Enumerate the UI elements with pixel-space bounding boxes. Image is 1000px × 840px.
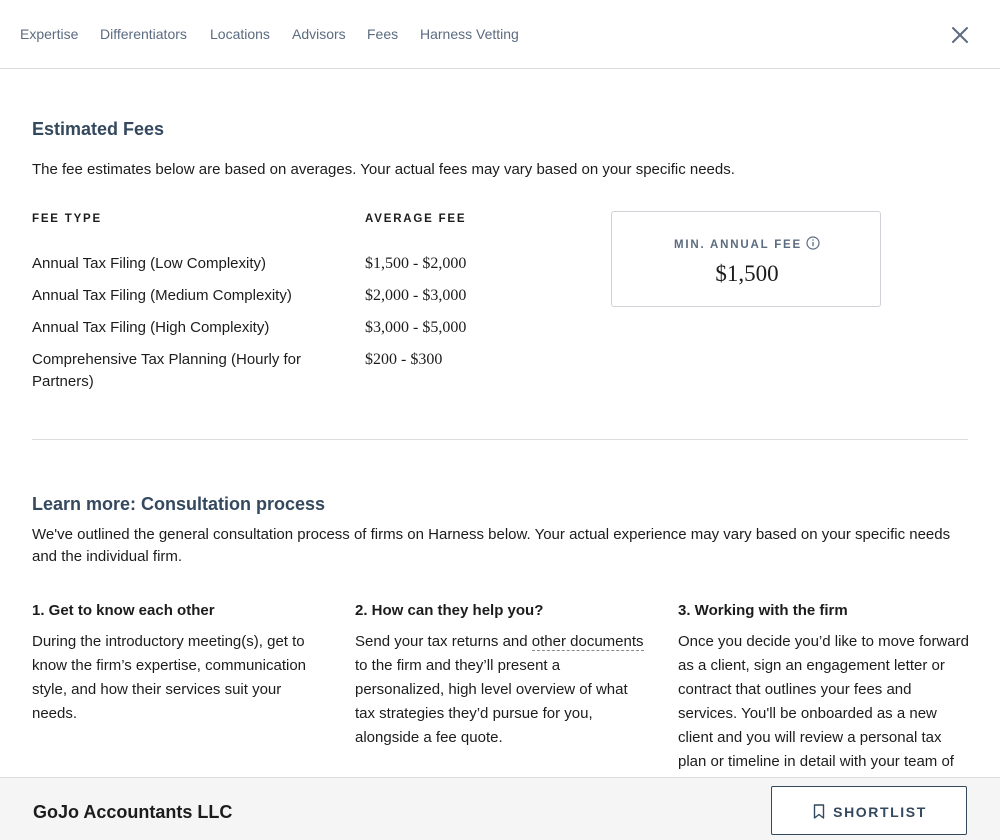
min-annual-fee-label [612, 236, 882, 253]
step-2-body-text: Send your tax returns and [355, 633, 532, 650]
fees-intro-text: The fee estimates below are based on averages. Your actual fees may vary based on your specific needs. [32, 161, 735, 178]
average-fee-column-header: AVERAGE FEE [365, 213, 467, 225]
shortlist-button[interactable] [771, 786, 967, 835]
fee-row-type: Annual Tax Filing (Low Complexity) [32, 255, 266, 272]
fee-row-type: Comprehensive Tax Planning (Hourly for Partners) [32, 351, 302, 390]
fee-row-value: $3,000 - $5,000 [365, 319, 467, 336]
fee-type-column-header: FEE TYPE [32, 213, 102, 225]
estimated-fees-heading: Estimated Fees [32, 119, 165, 139]
step-2-body-text-rest: to the firm and they’ll present a personalized, high level overview of what tax strategies they’d pursue for you, alongside a fee quote. [355, 657, 628, 746]
shortlist-label: SHORTLIST [833, 803, 927, 820]
fee-row-value: $200 - $300 [365, 351, 443, 368]
step-1-title: 1. Get to know each other [32, 602, 215, 619]
nav-tab-locations[interactable]: Locations [210, 26, 270, 42]
step-2-body [355, 630, 647, 750]
nav-tab-differentiators[interactable]: Differentiators [100, 26, 187, 42]
other-documents-link[interactable]: other documents [531, 633, 644, 650]
fee-row-type: Annual Tax Filing (Medium Complexity) [32, 287, 292, 304]
info-icon[interactable] [806, 236, 820, 253]
nav-tab-fees[interactable]: Fees [367, 26, 399, 42]
step-3-title: 3. Working with the firm [678, 602, 848, 619]
fee-row-type: Annual Tax Filing (High Complexity) [32, 319, 270, 336]
step-1-body: During the introductory meeting(s), get to know the firm’s expertise, communication style, and how their services suit your needs. [32, 633, 306, 722]
fee-row-value: $1,500 - $2,000 [365, 255, 467, 272]
shortlist-button-inner [772, 787, 968, 836]
modal-content[interactable] [0, 69, 1000, 777]
fee-row-value: $2,000 - $3,000 [365, 287, 467, 304]
step-2-title: 2. How can they help you? [355, 602, 544, 619]
nav-tab-harness-vetting[interactable]: Harness Vetting [420, 26, 519, 42]
bookmark-icon [813, 804, 825, 819]
consultation-intro-text: We've outlined the general consultation process of firms on Harness below. Your actual experience may vary based on your specific needs and the individual firm. [32, 526, 951, 565]
min-annual-fee-value: $1,500 [715, 261, 779, 286]
nav-tab-advisors[interactable]: Advisors [292, 26, 346, 42]
min-annual-fee-label-text: MIN. ANNUAL FEE [674, 239, 802, 251]
consultation-heading: Learn more: Consultation process [32, 494, 326, 514]
step-3-body: Once you decide you’d like to move forward as a client, sign an engagement letter or contract that outlines your fees and services. You'll be onboarded as a new client and you will review a personal tax plan or timeline in detail with your team of [678, 633, 969, 770]
min-annual-fee-card [611, 211, 881, 307]
close-button[interactable] [946, 21, 974, 49]
close-icon [946, 21, 974, 49]
firm-name: GoJo Accountants LLC [33, 802, 233, 822]
section-divider [32, 439, 968, 440]
nav-tab-expertise[interactable]: Expertise [20, 26, 79, 42]
footer-bar [0, 777, 1000, 840]
top-nav [0, 0, 1000, 69]
